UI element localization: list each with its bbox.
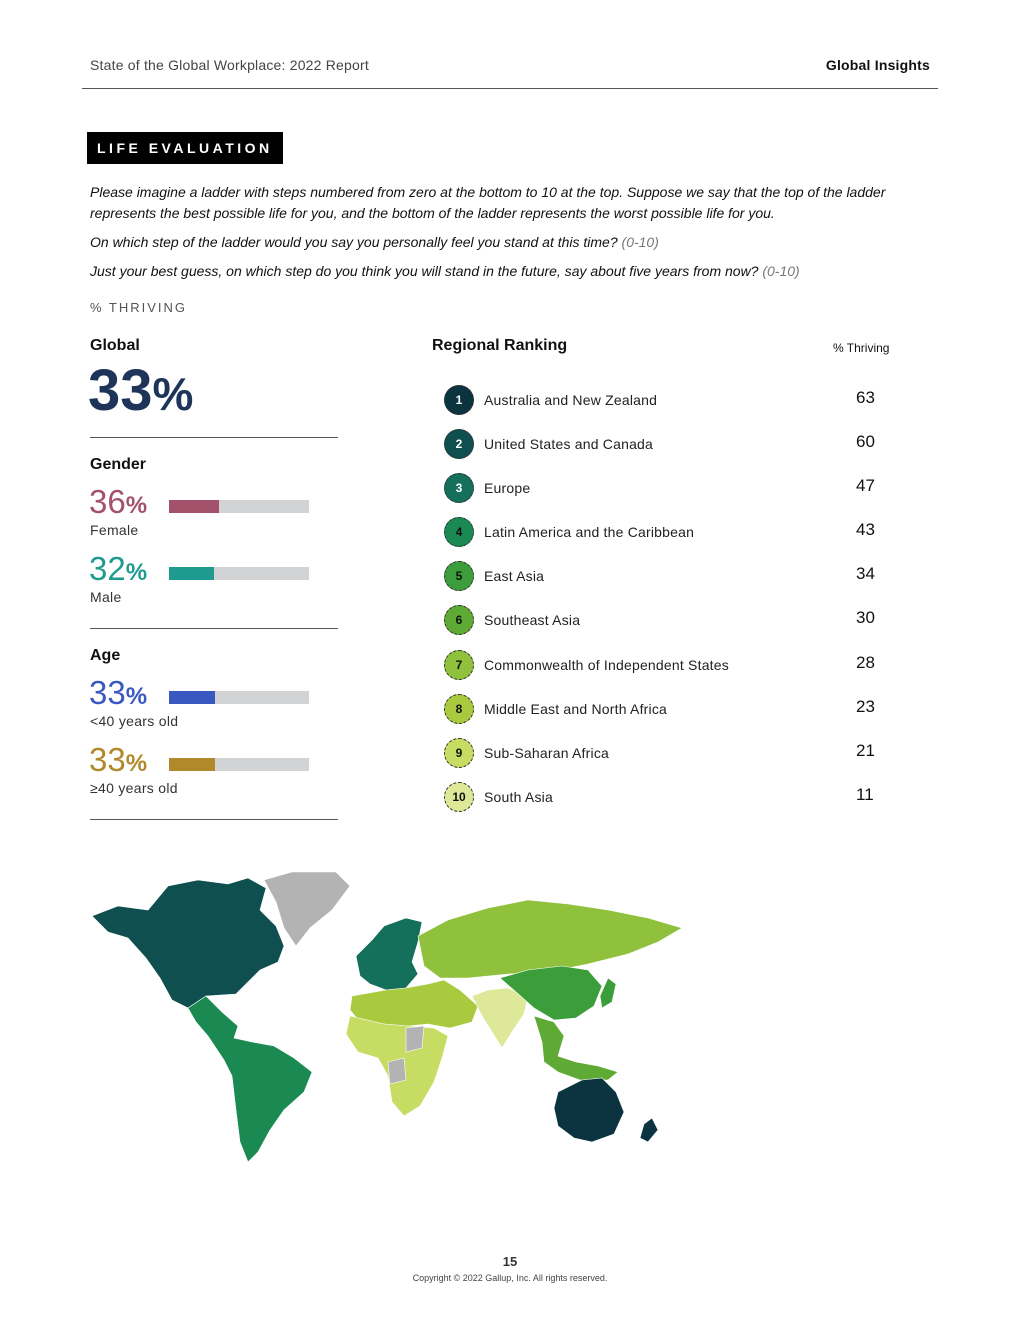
question-3 xyxy=(90,261,930,282)
rank-row xyxy=(444,782,884,814)
region-name: Latin America and the Caribbean xyxy=(484,524,695,540)
stat-number: 33 xyxy=(89,741,126,778)
map-region-new-zealand xyxy=(640,1118,658,1142)
region-value: 60 xyxy=(856,432,875,451)
rank-badge: 5 xyxy=(444,561,474,591)
rank-row xyxy=(444,429,884,461)
regional-heading: Regional Ranking xyxy=(432,337,568,354)
rank-row xyxy=(444,473,884,505)
region-value: 47 xyxy=(856,476,875,495)
region-name: United States and Canada xyxy=(484,436,654,452)
male-bar-fill xyxy=(169,567,214,580)
rank-badge: 8 xyxy=(444,694,474,724)
region-name: Commonwealth of Independent States xyxy=(484,657,729,673)
region-value: 28 xyxy=(856,653,875,672)
page-number: 15 xyxy=(502,1254,518,1269)
rank-badge: 6 xyxy=(444,605,474,635)
stat-number: 36 xyxy=(89,483,126,520)
rank-badge: 4 xyxy=(444,517,474,547)
map-region-latin-america-and-the-caribbean xyxy=(188,996,312,1162)
map-region-australia xyxy=(554,1078,624,1142)
question-text: Just your best guess, on which step do you think you will stand in the future, say about five years from now? xyxy=(90,263,759,279)
divider xyxy=(90,819,338,820)
over40-label: ≥40 years old xyxy=(90,780,178,796)
region-value: 43 xyxy=(856,520,875,539)
question-1 xyxy=(90,182,930,224)
section-title: Global Insights xyxy=(825,57,930,73)
header-divider xyxy=(82,88,938,89)
world-map xyxy=(88,866,688,1166)
over40-value xyxy=(89,742,147,782)
region-name: Europe xyxy=(484,480,531,496)
region-name: Australia and New Zealand xyxy=(484,392,658,408)
female-label: Female xyxy=(90,522,139,538)
region-name: Southeast Asia xyxy=(484,612,581,628)
divider xyxy=(90,437,338,438)
rank-row xyxy=(444,738,884,770)
rank-badge: 2 xyxy=(444,429,474,459)
map-region-japan xyxy=(600,978,616,1008)
question-scale: (0-10) xyxy=(621,234,659,250)
question-text: Please imagine a ladder with steps numbered from zero at the bottom to 10 at the top. Suppose we say that the top of the ladder represents the best possible life for you, and the bottom of the ladder represents the worst possible life for you. xyxy=(90,184,886,221)
global-heading: Global xyxy=(90,337,140,354)
global-number: 33 xyxy=(88,358,153,423)
region-value: 23 xyxy=(856,697,875,716)
rank-row xyxy=(444,605,884,637)
over40-bar-fill xyxy=(169,758,215,771)
under40-value xyxy=(89,675,147,715)
report-title: State of the Global Workplace: 2022 Report xyxy=(90,57,369,73)
region-value: 30 xyxy=(856,608,875,627)
thriving-column-header: % Thriving xyxy=(833,341,890,355)
over40-bar xyxy=(169,758,309,771)
female-bar xyxy=(169,500,309,513)
stat-unit: % xyxy=(125,683,148,710)
map-region-united-states-and-canada xyxy=(92,878,284,1008)
stat-number: 33 xyxy=(89,674,126,711)
region-value: 34 xyxy=(856,564,875,583)
rank-row xyxy=(444,561,884,593)
stat-number: 32 xyxy=(89,550,126,587)
region-name: Middle East and North Africa xyxy=(484,701,668,717)
thriving-label: % THRIVING xyxy=(90,300,188,315)
female-bar-fill xyxy=(169,500,219,513)
region-name: Sub-Saharan Africa xyxy=(484,745,610,761)
rank-row xyxy=(444,517,884,549)
stat-unit: % xyxy=(125,559,148,586)
rank-row xyxy=(444,650,884,682)
under40-bar xyxy=(169,691,309,704)
male-label: Male xyxy=(90,589,122,605)
age-heading: Age xyxy=(90,647,121,664)
male-value xyxy=(89,551,147,591)
rank-badge: 7 xyxy=(444,650,474,680)
gender-heading: Gender xyxy=(90,456,147,473)
map-region-commonwealth-of-independent-states xyxy=(418,900,682,978)
rank-badge: 1 xyxy=(444,385,474,415)
map-region-southeast-asia xyxy=(534,1016,618,1080)
region-name: East Asia xyxy=(484,568,545,584)
global-unit: % xyxy=(152,368,194,420)
under40-bar-fill xyxy=(169,691,215,704)
region-value: 63 xyxy=(856,388,875,407)
map-region-no-data xyxy=(388,1058,406,1084)
female-value xyxy=(89,484,147,524)
rank-badge: 9 xyxy=(444,738,474,768)
region-value: 11 xyxy=(856,785,874,804)
region-value: 21 xyxy=(856,741,875,760)
rank-row xyxy=(444,385,884,417)
map-region-south-asia xyxy=(472,988,528,1048)
section-label: LIFE EVALUATION xyxy=(87,132,283,164)
map-region-europe xyxy=(356,918,422,990)
question-2 xyxy=(90,232,930,253)
divider xyxy=(90,628,338,629)
stat-unit: % xyxy=(125,492,148,519)
copyright: Copyright © 2022 Gallup, Inc. All rights reserved. xyxy=(412,1273,608,1283)
question-text: On which step of the ladder would you say you personally feel you stand at this time? xyxy=(90,234,618,250)
region-name: South Asia xyxy=(484,789,553,805)
map-region-no-data xyxy=(406,1026,424,1052)
global-value xyxy=(88,358,193,427)
rank-row xyxy=(444,694,884,726)
male-bar xyxy=(169,567,309,580)
rank-badge: 3 xyxy=(444,473,474,503)
question-scale: (0-10) xyxy=(762,263,800,279)
stat-unit: % xyxy=(125,750,148,777)
under40-label: <40 years old xyxy=(90,713,179,729)
rank-badge: 10 xyxy=(444,782,474,812)
